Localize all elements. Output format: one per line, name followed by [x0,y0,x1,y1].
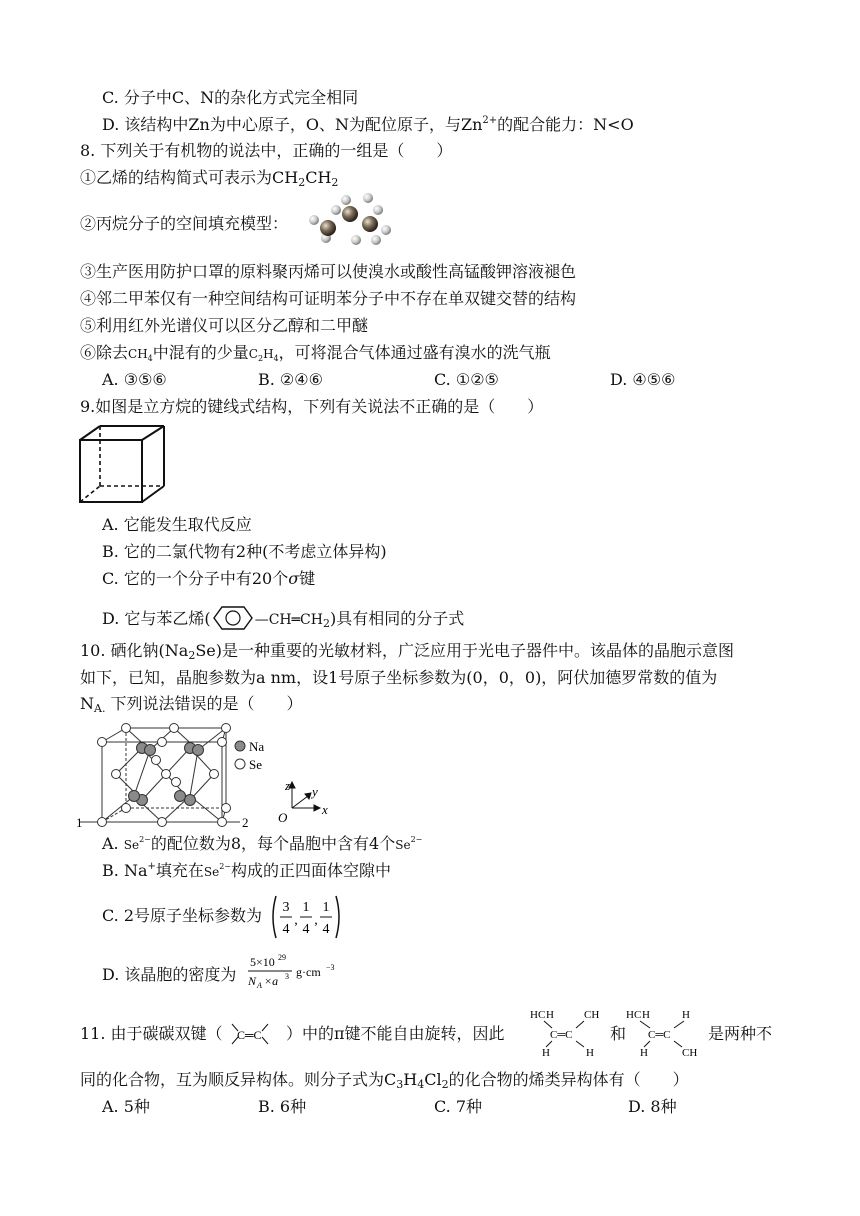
q10-text1b: Se)是一种重要的光敏材料，广泛应用于光电子器件中。该晶体的晶胞示意图 [195,641,735,660]
atom-1-label: 1 [76,815,83,830]
q10-sub: 2 [188,649,196,662]
q9-option-d[interactable]: D. 它与苯乙烯( $—CH═CH_2$)具有相同的分子式 [102,605,464,631]
na-charge: + [147,861,156,872]
q11-option-a[interactable]: A. 5种 [102,1097,150,1116]
s6-text: ⑥除去 [80,343,129,362]
vinyl-sub: 2 [322,617,330,630]
h1: H [530,1009,538,1021]
cubane-structure [78,424,170,506]
axis-origin: O [278,810,288,825]
cc-1: C═C [550,1029,573,1041]
d-num: 5×10 [250,955,275,969]
q9d-text: D. 它与苯乙烯( [102,609,211,628]
ch4: CH [128,347,148,361]
q10-text1: 10. 硒化钠(Na [80,641,189,660]
t-h2: H [682,1009,690,1021]
c2h4-c: C [248,347,258,361]
s6-post: ，可将混合气体通过盛有溴水的洗气瓶 [278,343,551,362]
benzene-ring-icon [213,605,253,631]
ch3-1: CH [584,1009,600,1021]
q8-statement-3: ③生产医用防护口罩的原料聚丙烯可以使溴水或酸性高锰酸钾溶液褪色 [80,262,577,281]
h-3: H [586,1047,594,1059]
q11-option-b[interactable]: B. 6种 [258,1097,307,1116]
q10-option-b[interactable] [102,861,391,882]
d-den-sub: A [257,981,262,990]
axis-y: y [312,784,318,799]
q11-line-1-tail: 是两种不 [708,1024,773,1043]
q11-s1: 3 [396,1078,404,1091]
svg-text:,: , [314,913,318,928]
s1-sub: 2 [298,176,306,189]
ch4-sub: 4 [147,354,153,363]
q10-line-2: 如下，已知，晶胞参数为a nm，设1号原子坐标参数为(0，0，0)，阿伏加德罗常数的值为 [80,668,718,687]
s1-text2: CH [305,168,332,187]
q10a-pre: A. [102,834,124,853]
q11-l2-post: 的化合物的烯类异构体有（ ） [448,1070,689,1089]
q10-option-a[interactable] [102,834,422,855]
na-n: N [80,694,94,713]
na-sub: A. [94,702,106,715]
d-den-exp: 3 [285,972,289,981]
d-den-rest: ×a [264,974,279,988]
q11-l2-pre: 同的化合物，互为顺反异构体。则分子式为C [80,1070,397,1089]
q8-statement-6 [80,343,551,364]
q11-line-1b [286,1024,505,1044]
q8-option-a[interactable]: A. ③⑤⑥ [102,370,167,389]
se-charge-2: 2− [410,835,423,844]
q10c-pre: C. 2号原子坐标参数为 [102,906,263,925]
q11-pre: 11. 由于碳碳双键（ [80,1024,223,1043]
q10b-mid: 填充在 [155,861,204,880]
se-ion-2: Se [395,838,411,852]
coordinate-fraction-expression [270,894,342,940]
q9-option-b[interactable]: B. 它的二氯代物有2种(不考虑立体异构) [102,542,387,561]
q10-option-d[interactable] [102,965,236,985]
legend-na: Na [249,739,265,754]
q11-s3: 2 [441,1078,449,1091]
na2se-unit-cell-diagram [76,720,346,832]
atom-2-label: 2 [242,815,249,830]
se-ion-3: Se [203,865,220,879]
density-expression [246,952,346,992]
f2-den: 4 [302,922,310,937]
t-cc: C═C [648,1029,671,1041]
zn-ion: Zn [460,115,483,134]
zn-charge: 2+ [482,115,498,126]
h-2: H [542,1047,550,1059]
q10b-post: 构成的正四面体空隙中 [231,861,392,880]
f1-num: 3 [282,900,290,915]
q8-statement-2: ②丙烷分子的空间填充模型： [80,214,289,233]
s6-mid: 中混有的少量 [152,343,249,362]
c2h4-h: H [263,347,274,361]
q8-option-d[interactable]: D. ④⑤⑥ [610,370,676,389]
axis-z: z [285,778,291,793]
q8-option-c[interactable]: C. ①②⑤ [434,370,499,389]
q8-option-b[interactable]: B. ②④⑥ [258,370,323,389]
axis-x: x [322,802,328,817]
d-den-n: N [248,974,257,988]
q9-option-c[interactable] [102,569,315,589]
na-ion: Na [123,861,148,880]
q7-d-tail: 的配合能力：N<O [497,115,634,134]
q9d-tail: )具有相同的分子式 [329,609,465,628]
q11-line-2 [80,1070,689,1090]
q8-statement-5: ⑤利用红外光谱仪可以区分乙醇和二甲醚 [80,316,369,335]
legend-se: Se [249,757,262,772]
t-h1b: H [642,1009,650,1021]
q11-option-c[interactable]: C. 7种 [434,1097,483,1116]
se-charge: 2− [139,835,151,844]
q10-option-c[interactable] [102,906,262,926]
propane-space-filling-model [306,190,396,256]
q8-statement-4: ④邻二甲苯仅有一种空间结构可证明苯分子中不存在单双键交替的结构 [80,289,577,308]
q11-cl: Cl [424,1070,442,1089]
q11-line-1 [80,1024,223,1044]
q10-line-3 [80,694,303,714]
q11-s2: 4 [417,1078,425,1091]
t-ch3: CH [682,1047,698,1059]
f2-num: 1 [302,900,310,915]
f3-num: 1 [322,900,330,915]
d-unit: g·cm [296,965,321,979]
d-unit-exp: −3 [326,963,335,972]
q11-and: 和 [610,1024,627,1043]
svg-text:,: , [294,913,298,928]
q7-d-text: D. 该结构中Zn为中心原子，O、N为配位原子，与 [102,115,461,134]
q10b-pre: B. [102,861,124,880]
se-charge-3: 2− [219,862,232,871]
cis-2-butene-structure [528,1006,608,1060]
trans-2-butene-structure [624,1006,708,1060]
q9c-tail: 键 [299,569,316,588]
q10-line-1 [80,641,734,661]
s1-text: ①乙烯的结构简式可表示为CH [80,168,299,187]
q8-statement-1 [80,168,338,188]
sigma: σ [288,569,300,588]
q7-option-d [102,115,634,135]
c2h4-hsub: 4 [273,354,279,363]
q10a-mid: 的配位数为8，每个晶胞中含有4个 [150,834,396,853]
t-h3: H [640,1047,648,1059]
d-num-exp: 29 [278,953,286,962]
q9c-text: C. 它的一个分子中有20个 [102,569,289,588]
q9-stem: 9.如图是立方烷的键线式结构，下列有关说法不正确的是（ ） [80,397,544,416]
cc-double-bond-icon [228,1020,272,1048]
q8-stem: 8. 下列关于有机物的说法中，正确的一组是（ ） [80,141,453,160]
q11-h: H [403,1070,418,1089]
q9-option-a[interactable]: A. 它能发生取代反应 [102,515,252,534]
t-c1: C [634,1009,642,1021]
cc-text: C═C [237,1028,262,1042]
f3-den: 4 [322,922,330,937]
c1: C [538,1009,546,1021]
c2h4-csub: 2 [257,354,264,363]
q10-text3: 下列说法错误的是（ ） [105,694,303,713]
f1-den: 4 [282,922,290,937]
q11-option-d[interactable]: D. 8种 [628,1097,677,1116]
q11-mid: ）中的π键不能自由旋转，因此 [286,1024,505,1043]
s1-sub2: 2 [331,176,339,189]
q7-option-c: C. 分子中C、N的杂化方式完全相同 [102,88,359,107]
t-h1: H [626,1009,634,1021]
se-ion: Se [123,838,140,852]
h1b: H [546,1009,554,1021]
q10d-pre: D. 该晶胞的密度为 [102,965,237,984]
vinyl-group: CH═CH [268,612,323,628]
